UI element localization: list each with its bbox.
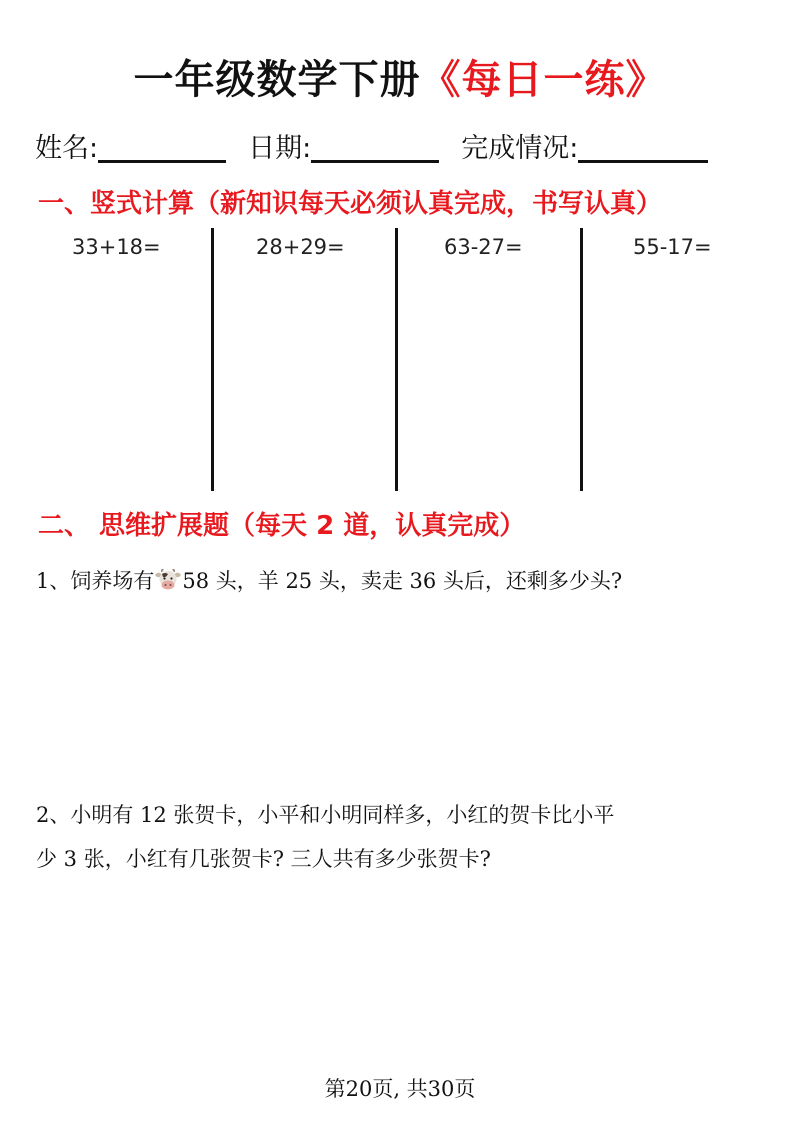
problem-4: 55-17= — [633, 235, 712, 259]
column-divider — [211, 228, 214, 491]
question-1 — [36, 559, 771, 603]
question-1-end: 58 头，羊 25 头，卖走 36 头后，还剩多少头? — [182, 569, 623, 593]
title-main: 一年级数学下册 — [133, 57, 421, 103]
cow-icon — [155, 562, 181, 584]
status-label: 完成情况: — [461, 133, 579, 164]
section2-heading: 二、 思维扩展题（每天 2 道，认真完成） — [38, 511, 526, 541]
status-blank[interactable] — [578, 160, 708, 163]
name-label: 姓名: — [35, 133, 99, 164]
title-highlight: 《每日一练》 — [420, 57, 667, 103]
date-blank[interactable] — [311, 160, 439, 163]
question-1-start: 1、饲养场有 — [36, 569, 155, 593]
problem-2: 28+29= — [256, 235, 345, 259]
date-label: 日期: — [248, 133, 312, 164]
section1-heading: 一、竖式计算（新知识每天必须认真完成，书写认真） — [38, 189, 663, 219]
problem-3: 63-27= — [444, 235, 523, 259]
page-footer: 第20页, 共30页 — [324, 1077, 476, 1101]
worksheet-title — [0, 48, 800, 105]
name-blank[interactable] — [98, 160, 226, 163]
question-2 — [36, 793, 771, 881]
column-divider — [395, 228, 398, 491]
problem-1: 33+18= — [72, 235, 161, 259]
question-2-line2: 少 3 张，小红有几张贺卡? 三人共有多少张贺卡? — [36, 847, 491, 871]
column-divider — [580, 228, 583, 491]
student-info-row — [35, 126, 775, 165]
question-2-line1: 2、小明有 12 张贺卡，小平和小明同样多，小红的贺卡比小平 — [36, 803, 615, 827]
